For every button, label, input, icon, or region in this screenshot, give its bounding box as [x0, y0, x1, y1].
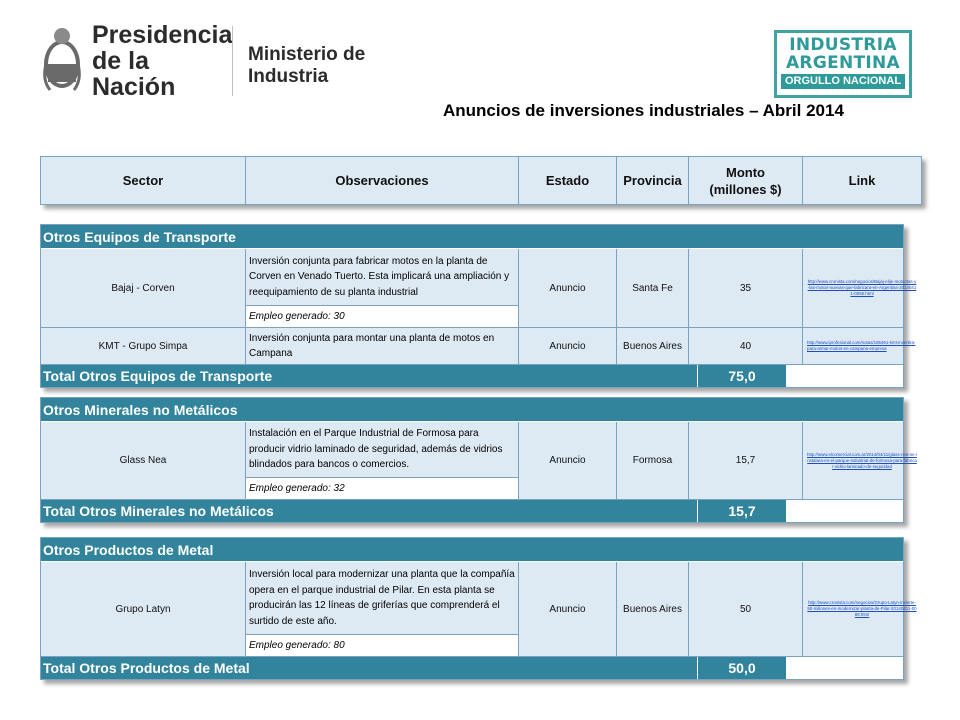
empleo-text: Empleo generado: 80: [246, 635, 518, 656]
source-link[interactable]: http://www.elcomercial.com.ar/2014/04/11/glass-nea-se-instalara-en-el-parque-industrial-de-formosa-para-fabricar-vidrio-laminado-de-seguridad: [807, 451, 917, 469]
observaciones-cell: [246, 562, 519, 656]
monto-cell: 50: [689, 562, 803, 656]
source-link[interactable]: http://www.cronista.com/negocios/Bajaj-elije-motoritas-y-las-motos-nuevas-que-fabricara-en-Argentina-20140411-0065.html: [807, 279, 917, 296]
observacion-text: Inversión conjunta para fabricar motos en la planta de Corven en Venado Tuerto. Esta implicará una ampliación y reequipamiento de su planta industrial: [246, 249, 518, 306]
total-label: Total Otros Equipos de Transporte: [41, 365, 698, 387]
total-label: Total Otros Productos de Metal: [41, 657, 698, 679]
total-value: 75,0: [698, 365, 787, 387]
estado-cell: Anuncio: [519, 328, 617, 364]
header-divider: [232, 26, 233, 96]
col-provincia: Provincia: [617, 157, 689, 204]
section-total-row: [41, 500, 903, 522]
badge-line3: ORGULLO NACIONAL: [781, 74, 905, 89]
col-estado: Estado: [519, 157, 617, 204]
table-row: [41, 562, 917, 657]
observacion-text: Inversión local para modernizar una planta que la compañía opera en el parque industrial de Pilar. En esta planta se producirán las 12 líneas de griferías que comprenderá el surtido de este año.: [246, 562, 518, 635]
col-sector: Sector: [41, 157, 246, 204]
table-row: [41, 328, 916, 365]
total-value: 50,0: [698, 657, 787, 679]
total-value: 15,7: [698, 500, 787, 522]
column-header-row: [40, 156, 922, 205]
monto-cell: 15,7: [689, 422, 803, 499]
empleo-text: Empleo generado: 32: [246, 478, 518, 499]
industria-argentina-badge: [774, 30, 912, 98]
provincia-cell: Buenos Aires: [617, 562, 689, 656]
estado-cell: Anuncio: [519, 562, 617, 656]
monto-cell: 40: [689, 328, 803, 364]
sector-cell: Glass Nea: [41, 422, 246, 499]
observaciones-cell: [246, 249, 519, 327]
section-title: Otros Minerales no Metálicos: [41, 398, 903, 422]
section-total-row: [41, 365, 903, 387]
section-title: Otros Equipos de Transporte: [41, 225, 903, 249]
source-link[interactable]: http://www.iprofesional.com/notas/185491-kmt-invertira-para-armar-motos-en-campana-empresa: [807, 340, 916, 351]
badge-line2: ARGENTINA: [785, 53, 901, 73]
source-link[interactable]: http://www.cronista.com/negocios/Grupo-Latyn-invierte-50-millones-en-modernizar-planta-de-Pilar-20140411-0088.html: [807, 600, 917, 617]
presidencia-logo: [40, 22, 235, 100]
provincia-cell: Santa Fe: [617, 249, 689, 327]
section-otros-minerales: [40, 397, 917, 523]
link-cell: [803, 562, 921, 656]
link-cell: [803, 422, 921, 499]
observacion-text: Inversión conjunta para montar una planta de motos en Campana: [246, 328, 519, 364]
presidencia-text: Presidencia de la Nación: [92, 21, 233, 101]
sector-cell: KMT - Grupo Simpa: [41, 328, 246, 364]
national-shield-icon: [40, 24, 84, 98]
sector-cell: Grupo Latyn: [41, 562, 246, 656]
total-label: Total Otros Minerales no Metálicos: [41, 500, 698, 522]
observacion-text: Instalación en el Parque Industrial de Formosa para producir vidrio laminado de seguridad, además de vidrios blindados para bancos o comercios.: [246, 422, 518, 478]
section-otros-equipos-transporte: [40, 224, 917, 388]
total-empty: [787, 500, 903, 522]
estado-cell: Anuncio: [519, 422, 617, 499]
section-title: Otros Productos de Metal: [41, 538, 903, 562]
col-observaciones: Observaciones: [246, 157, 519, 204]
link-cell: [803, 328, 921, 364]
provincia-cell: Formosa: [617, 422, 689, 499]
ministerio-text: Ministerio de Industria: [248, 44, 366, 87]
total-empty: [787, 657, 903, 679]
badge-line1: INDUSTRIA: [789, 35, 897, 55]
sector-cell: Bajaj - Corven: [41, 249, 246, 327]
col-monto: Monto (millones $): [689, 157, 803, 204]
section-otros-productos-metal: [40, 537, 917, 680]
table-row: [41, 422, 917, 500]
page-title: Anuncios de inversiones industriales – Abril 2014: [443, 101, 844, 120]
observaciones-cell: [246, 422, 519, 499]
provincia-cell: Buenos Aires: [617, 328, 689, 364]
total-empty: [787, 365, 903, 387]
col-link: Link: [848, 173, 876, 188]
link-cell: [803, 249, 921, 327]
table-row: [41, 249, 917, 328]
empleo-text: Empleo generado: 30: [246, 306, 518, 327]
monto-cell: 35: [689, 249, 803, 327]
section-total-row: [41, 657, 903, 679]
estado-cell: Anuncio: [519, 249, 617, 327]
